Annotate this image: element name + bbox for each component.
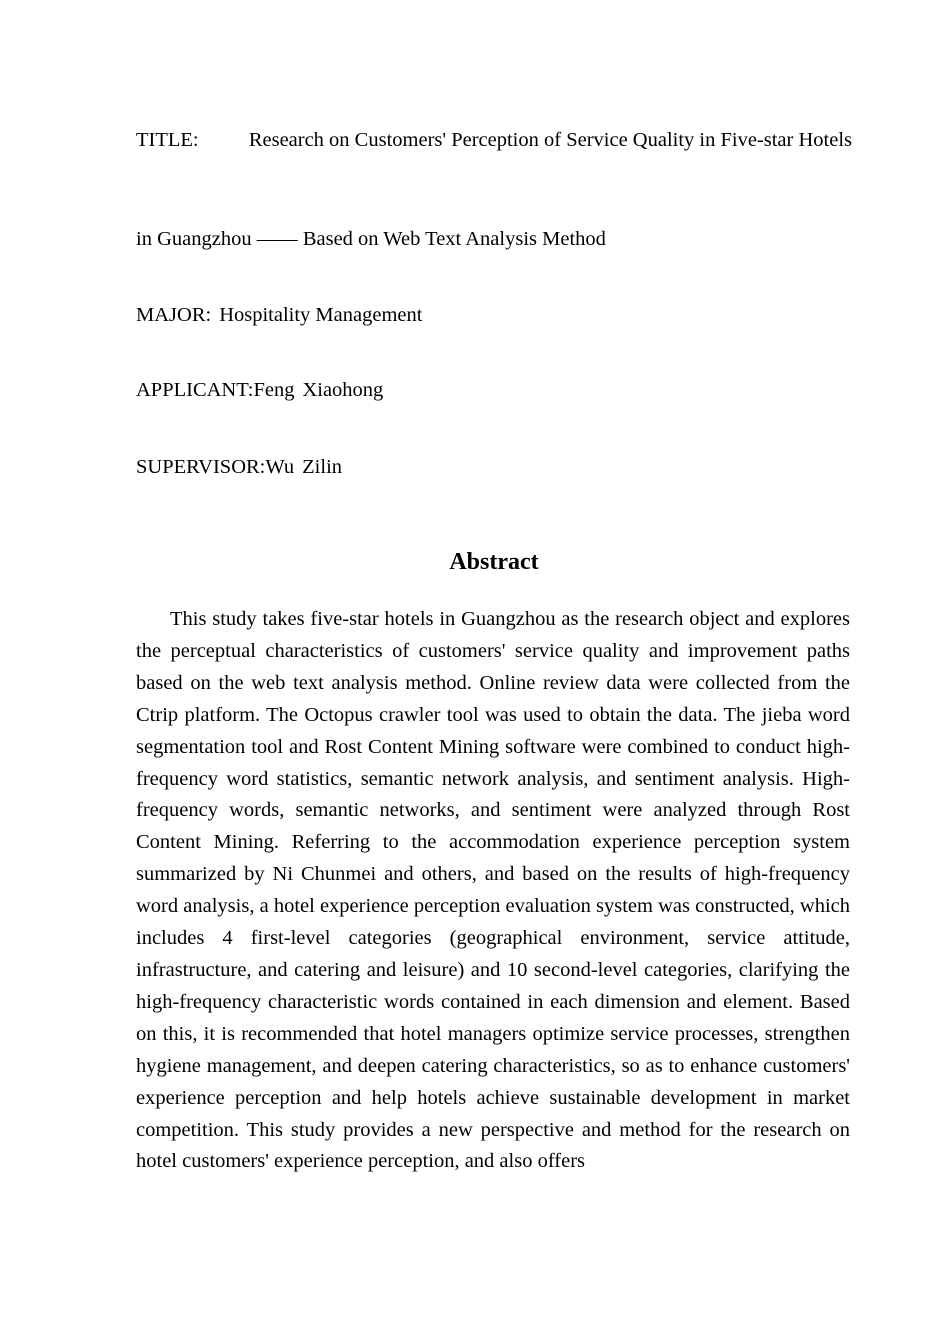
applicant-first-name: Feng bbox=[253, 379, 295, 401]
applicant-line bbox=[136, 377, 852, 403]
title-label: TITLE: bbox=[136, 129, 199, 151]
major-line bbox=[136, 302, 852, 328]
thesis-title-line-1 bbox=[136, 127, 852, 153]
applicant-label: APPLICANT: bbox=[136, 379, 254, 401]
major-value: Hospitality Management bbox=[219, 304, 423, 326]
thesis-title-line-2: in Guangzhou —— Based on Web Text Analysis Method bbox=[136, 228, 606, 250]
supervisor-line bbox=[136, 454, 852, 480]
supervisor-first-name: Wu bbox=[265, 456, 295, 478]
abstract-heading: Abstract bbox=[449, 549, 539, 575]
abstract-paragraph: This study takes five-star hotels in Guangzhou as the research object and explores the perceptual characteristics of customers' service quality and improvement paths based on the web text analysis method. Online review data were collected from the Ctrip platform. The Octopus crawler tool was used to obtain the data. The jieba word segmentation tool and Rost Content Mining software were combined to conduct high-frequency word statistics, semantic network analysis, and sentiment analysis. High-frequency words, semantic networks, and sentiment were analyzed through Rost Content Mining. Referring to the accommodation experience perception system summarized by Ni Chunmei and others, and based on the results of high-frequency word analysis, a hotel experience perception evaluation system was constructed, which includes 4 first-level categories (geographical environment, service attitude, infrastructure, and catering and leisure) and 10 second-level categories, clarifying the high-frequency characteristic words contained in each dimension and element. Based on this, it is recommended that hotel managers optimize service processes, strengthen hygiene management, and deepen catering characteristics, so as to enhance customers' experience perception and help hotels achieve sustainable development in market competition. This study provides a new perspective and method for the research on hotel customers' experience perception, and also offers bbox=[136, 608, 850, 1173]
title-text-part-1: Research on Customers' Perception of Service Quality in Five-star Hotels bbox=[248, 129, 852, 151]
supervisor-last-name: Zilin bbox=[302, 456, 343, 478]
supervisor-label: SUPERVISOR: bbox=[136, 456, 266, 478]
applicant-last-name: Xiaohong bbox=[302, 379, 384, 401]
major-label: MAJOR: bbox=[136, 304, 212, 326]
